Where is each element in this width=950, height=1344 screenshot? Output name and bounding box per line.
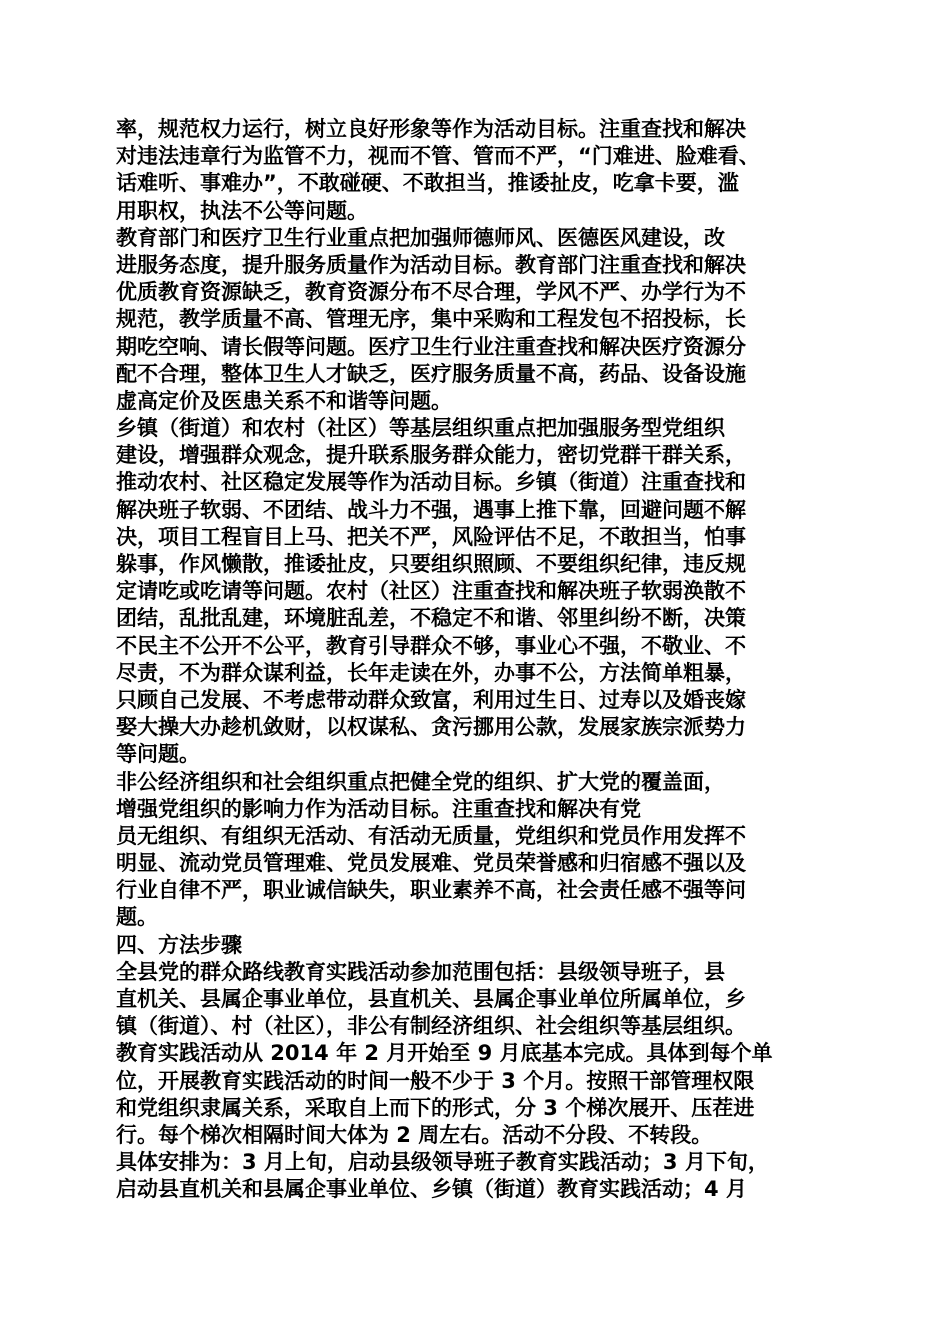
text-line: 增强党组织的影响力作为活动目标。注重查找和解决有党 xyxy=(116,796,641,821)
text-line: 建设，增强群众观念，提升联系服务群众能力，密切党群干群关系， xyxy=(116,443,746,468)
text-line: 尽责，不为群众谋利益，长年走读在外，办事不公，方法简单粗暴， xyxy=(116,660,746,685)
text-line: 期吃空响、请长假等问题。医疗卫生行业注重查找和解决医疗资源分 xyxy=(116,334,746,359)
text-line: 优质教育资源缺乏，教育资源分布不尽合理，学风不严、办学行为不 xyxy=(116,280,746,305)
text-line: 推动农村、社区稳定发展等作为活动目标。乡镇（街道）注重查找和 xyxy=(116,470,746,495)
text-line: 配不合理，整体卫生人才缺乏，医疗服务质量不高，药品、设备设施 xyxy=(116,361,746,386)
text-line: 和党组织隶属关系，采取自上而下的形式，分 3 个梯次展开、压茬进 xyxy=(116,1095,755,1120)
text-line: 启动县直机关和县属企事业单位、乡镇（街道）教育实践活动；4 月 xyxy=(116,1177,747,1202)
text-line: 明显、流动党员管理难、党员发展难、党员荣誉感和归宿感不强以及 xyxy=(116,851,746,876)
text-line: 镇（街道）、村（社区），非公有制经济组织、社会组织等基层组织。 xyxy=(116,1014,746,1039)
text-line: 四、方法步骤 xyxy=(116,932,242,957)
text-line: 话难听、事难办”，不敢碰硬、不敢担当，推诿扯皮，吃拿卡要，滥 xyxy=(116,171,739,196)
text-line: 对违法违章行为监管不力，视而不管、管而不严，“门难进、脸难看、 xyxy=(116,144,760,169)
body-text xyxy=(116,116,846,1204)
text-line: 教育实践活动从 2014 年 2 月开始至 9 月底基本完成。具体到每个单 xyxy=(116,1041,773,1066)
text-line: 直机关、县属企事业单位，县直机关、县属企事业单位所属单位，乡 xyxy=(116,987,746,1011)
text-line: 等问题。 xyxy=(116,742,200,767)
text-line: 非公经济组织和社会组织重点把健全党的组织、扩大党的覆盖面， xyxy=(116,769,725,794)
text-line: 具体安排为：3 月上旬，启动县级领导班子教育实践活动；3 月下旬， xyxy=(116,1150,769,1175)
text-line: 位，开展教育实践活动的时间一般不少于 3 个月。按照干部管理权限 xyxy=(116,1068,755,1093)
text-line: 决，项目工程盲目上马、把关不严，风险评估不足，不敢担当，怕事 xyxy=(116,524,746,549)
text-line: 用职权，执法不公等问题。 xyxy=(116,198,368,223)
text-line: 规范，教学质量不高、管理无序，集中采购和工程发包不招投标，长 xyxy=(116,307,746,332)
text-line: 乡镇（街道）和农村（社区）等基层组织重点把加强服务型党组织 xyxy=(116,416,725,441)
text-line: 行业自律不严，职业诚信缺失，职业素养不高，社会责任感不强等问 xyxy=(116,878,746,903)
text-line: 只顾自己发展、不考虑带动群众致富，利用过生日、过寿以及婚丧嫁 xyxy=(116,687,746,712)
text-line: 躲事，作风懒散，推诿扯皮，只要组织照顾、不要组织纪律，违反规 xyxy=(116,552,746,576)
text-line: 定请吃或吃请等问题。农村（社区）注重查找和解决班子软弱涣散不 xyxy=(116,579,746,604)
text-line: 不民主不公开不公平，教育引导群众不够，事业心不强，不敬业、不 xyxy=(116,633,746,658)
text-line: 解决班子软弱、不团结、战斗力不强，遇事上推下靠，回避问题不解 xyxy=(116,497,746,522)
text-line: 娶大操大办趁机敛财，以权谋私、贪污挪用公款，发展家族宗派势力 xyxy=(116,715,746,740)
text-line: 题。 xyxy=(116,905,158,930)
text-line: 员无组织、有组织无活动、有活动无质量，党组织和党员作用发挥不 xyxy=(116,823,746,848)
text-line: 率，规范权力运行，树立良好形象等作为活动目标。注重查找和解决 xyxy=(116,117,746,141)
text-line: 团结，乱批乱建，环境脏乱差，不稳定不和谐、邻里纠纷不断，决策 xyxy=(116,606,746,631)
text-line: 虚高定价及医患关系不和谐等问题。 xyxy=(116,388,452,413)
text-line: 教育部门和医疗卫生行业重点把加强师德师风、医德医风建设，改 xyxy=(116,225,725,250)
text-line: 行。每个梯次相隔时间大体为 2 周左右。活动不分段、不转段。 xyxy=(116,1122,713,1147)
text-line: 进服务态度，提升服务质量作为活动目标。教育部门注重查找和解决 xyxy=(116,252,746,277)
text-line: 全县党的群众路线教育实践活动参加范围包括：县级领导班子，县 xyxy=(116,959,725,984)
